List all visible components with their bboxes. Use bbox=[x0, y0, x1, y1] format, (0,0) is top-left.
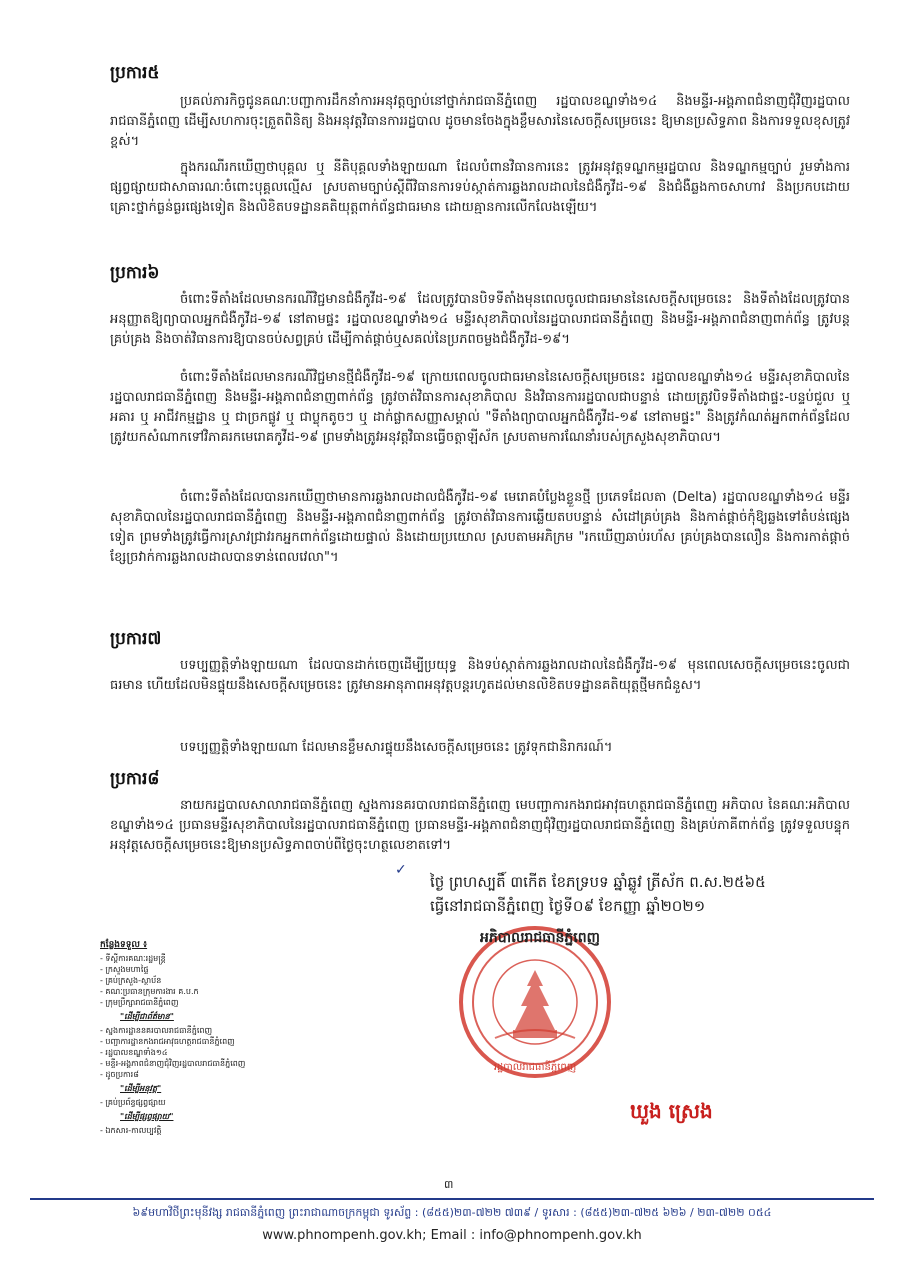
article-7-paragraph-1: បទប្បញ្ញត្តិទាំងឡាយណា ដែលបានដាក់ចេញដើម្បីប្រយុទ្ធ និងទប់ស្កាត់ការឆ្លងរាលដាលនៃជំងឺកូវីដ-១៩ មុនពេលសេចក្តីសម្រេចនេះចូលជាធរមាន ហើយដែលមិនផ្ទុយនឹងសេចក្តីសម្រេចនេះ ត្រូវមានអានុភាពអនុវត្តបន្តរហូតដល់មានលិខិតបទដ្ឋានគតិយុត្តថ្មីមកជំនួស។ bbox=[110, 658, 850, 693]
recipient-item: - ឯកសារ-កាលប្បវត្តិ bbox=[100, 1126, 162, 1135]
article-6-title: ប្រការ៦ bbox=[110, 263, 160, 283]
recipient-item: - មន្ទីរ-អង្គភាពជំនាញជុំវិញរដ្ឋបាលរាជធានីភ្នំពេញ bbox=[100, 1059, 246, 1068]
recipient-item: - ដូចប្រការ៨ bbox=[100, 1070, 139, 1079]
recipient-item: - ស្នងការដ្ឋាននគរបាលរាជធានីភ្នំពេញ bbox=[100, 1026, 213, 1035]
footer-address: ៦៩មហាវិថីព្រះមុនីវង្ស រាជធានីភ្នំពេញ ព្រះរាជាណាចក្រកម្ពុជា ទូរស័ព្ទ : (៨៥៥)២៣-៧២២ ៧៣៩ / ទូរសារ : (៨៥៥)២៣-៧២៥ ៦២៦ / ២៣-៧២២ ០៥៤ bbox=[132, 1206, 772, 1219]
recipients-section-implement: "ដើម្បីអនុវត្ត" bbox=[120, 1084, 162, 1093]
initial-mark-icon: ✓ bbox=[395, 862, 407, 878]
recipient-item: - គណៈប្រធានក្រុមការងារ គ.ប.ក bbox=[100, 987, 199, 996]
signatory-name: ឃួង ស្រេង bbox=[630, 1099, 713, 1123]
recipient-item: - គ្រប់ក្រសួង-ស្ថាប័ន bbox=[100, 976, 162, 985]
article-6-paragraph-3: ចំពោះទីតាំងដែលបានរកឃើញថាមានការឆ្លងរាលដាលជំងឺកូវីដ-១៩ មេរោគបំប្លែងខ្លួនថ្មី ប្រភេទដែលតា (Delta) រដ្ឋបាលខណ្ឌទាំង១៤ មន្ទីរសុខាភិបាលនៃរដ្ឋបាលរាជធានីភ្នំពេញ និងមន្ទីរ-អង្គភាពជំនាញពាក់ព័ន្ធ ត្រូវចាត់វិធានការឆ្លើយតបបន្ទាន់ សំដៅគ្រប់គ្រង និងកាត់ផ្តាច់កុំឱ្យឆ្លងទៅតំបន់ផ្សេងទៀត ព្រមទាំងត្រូវធ្វើការស្រាវជ្រាវរកអ្នកពាក់ព័ន្ធដោយផ្ទាល់ និងដោយប្រយោល ស្របតាមអភិក្រម "រកឃើញឆាប់រហ័ស គ្រប់គ្រងបានលឿន និងការកាត់ផ្តាច់ខ្សែច្រវាក់ការឆ្លងរាលដាលបានទាន់ពេលវេលា"។ bbox=[110, 490, 850, 565]
lunar-date: ថ្ងៃ ព្រហស្បតិ៍ ៣កើត ខែភទ្របទ ឆ្នាំឆ្លូវ ត្រីស័ក ព.ស.២៥៦៥ bbox=[430, 873, 766, 891]
recipient-item: - ក្រុមប្រឹក្សារាជធានីភ្នំពេញ bbox=[100, 998, 179, 1007]
date-block bbox=[430, 870, 850, 918]
article-8-title: ប្រការ៨ bbox=[110, 769, 160, 789]
article-7-title: ប្រការ៧ bbox=[110, 629, 162, 649]
article-6-paragraph-2: ចំពោះទីតាំងដែលមានករណីវិជ្ជមានថ្មីជំងឺកូវីដ-១៩ ក្រោយពេលចូលជាធរមាននៃសេចក្តីសម្រេចនេះ រដ្ឋបាលខណ្ឌទាំង១៤ មន្ទីរសុខាភិបាលនៃរដ្ឋបាលរាជធានីភ្នំពេញ និងមន្ទីរ-អង្គភាពជំនាញពាក់ព័ន្ធ ត្រូវចាត់វិធានការសុខាភិបាល និងវិធានការរដ្ឋបាលជាបន្ទាន់ ដោយត្រូវបិទទីតាំងជាផ្ទះ-បន្ទប់ជួល ឬ អគារ ឬ អាជីវកម្មដ្ឋាន ឬ ជាច្រកផ្លូវ ឬ ជាប្លុកតូចៗ ឬ ដាក់ផ្លាកសញ្ញាសម្គាល់ "ទីតាំងព្យាបាលអ្នកជំងឺកូវីដ-១៩ នៅតាមផ្ទះ" និងត្រូវកំណត់អ្នកពាក់ព័ន្ធដែលត្រូវយកសំណាកទៅវិភាគរកមេរោគកូវីដ-១៩ ព្រមទាំងត្រូវអនុវត្តវិធានធ្វើចត្តាឡីស័ក ស្របតាមការណែនាំរបស់ក្រសួងសុខាភិបាល។ bbox=[110, 370, 850, 445]
recipient-item: - ទីស្តីការគណៈរដ្ឋមន្ត្រី bbox=[100, 954, 166, 963]
recipients-title: កន្លែងទទួល ៖ bbox=[100, 940, 148, 950]
signatory-title: អភិបាលរាជធានីភ្នំពេញ bbox=[480, 930, 600, 946]
footer-divider bbox=[30, 1198, 874, 1200]
article-7-paragraph-2: បទប្បញ្ញត្តិទាំងឡាយណា ដែលមានខ្លឹមសារផ្ទុយនឹងសេចក្តីសម្រេចនេះ ត្រូវទុកជានិរាករណ៍។ bbox=[180, 740, 613, 755]
article-5-paragraph-1: ប្រគល់ភារកិច្ចជូនគណៈបញ្ជាការដឹកនាំការអនុវត្តច្បាប់នៅថ្នាក់រាជធានីភ្នំពេញ រដ្ឋបាលខណ្ឌទាំង១៤ និងមន្ទីរ-អង្គភាពជំនាញជុំវិញរដ្ឋបាលរាជធានីភ្នំពេញ ដើម្បីសហការចុះត្រួតពិនិត្យ និងអនុវត្តវិធានការរដ្ឋបាល ដូចមានចែងក្នុងខ្លឹមសារនៃសេចក្តីសម្រេចនេះ ឱ្យមានប្រសិទ្ធភាព និងការទទួលខុសត្រូវខ្ពស់។ bbox=[110, 94, 850, 149]
article-8-paragraph-1: នាយករដ្ឋបាលសាលារាជធានីភ្នំពេញ ស្នងការនគរបាលរាជធានីភ្នំពេញ មេបញ្ជាការកងរាជអាវុធហត្ថរាជធានីភ្នំពេញ អភិបាល នៃគណៈអភិបាលខណ្ឌទាំង១៤ ប្រធានមន្ទីរសុខាភិបាលនៃរដ្ឋបាលរាជធានីភ្នំពេញ ប្រធានមន្ទីរ-អង្គភាពជំនាញជុំវិញរដ្ឋបាលរាជធានីភ្នំពេញ និងគ្រប់ភាគីពាក់ព័ន្ធ ត្រូវទទួលបន្ទុកអនុវត្តសេចក្តីសម្រេចនេះឱ្យមានប្រសិទ្ធភាពចាប់ពីថ្ងៃចុះហត្ថលេខាតទៅ។ bbox=[110, 798, 850, 853]
recipient-item: - រដ្ឋបាលខណ្ឌទាំង១៤ bbox=[100, 1048, 168, 1057]
footer-contact: www.phnompenh.gov.kh; Email : info@phnompenh.gov.kh bbox=[262, 1228, 642, 1243]
article-5-title: ប្រការ៥ bbox=[110, 63, 160, 83]
recipient-item: - ក្រសួងមហាផ្ទៃ bbox=[100, 965, 149, 974]
page-number: ៣ bbox=[444, 1178, 454, 1191]
recipient-item: - គ្រប់ប្រព័ន្ធផ្សព្វផ្សាយ bbox=[100, 1098, 166, 1107]
recipients-section-broadcast: "ដើម្បីផ្សព្វផ្សាយ" bbox=[120, 1112, 174, 1121]
solar-date: ធ្វើនៅរាជធានីភ្នំពេញ ថ្ងៃទី០៩ ខែកញ្ញា ឆ្នាំ២០២១ bbox=[430, 897, 706, 915]
seal-text: រដ្ឋបាលរាជធានីភ្នំពេញ bbox=[493, 1062, 577, 1073]
recipient-item: - បញ្ជាការដ្ឋានកងរាជអាវុធហត្ថរាជធានីភ្នំពេញ bbox=[100, 1037, 235, 1046]
recipients-list bbox=[100, 940, 400, 1136]
recipients-section-info: "ដើម្បីជាព័ត៌មាន" bbox=[120, 1012, 174, 1021]
article-5-paragraph-2: ក្នុងករណីរកឃើញថាបុគ្គល ឬ នីតិបុគ្គលទាំងឡាយណា ដែលបំពានវិធានការនេះ ត្រូវអនុវត្តទណ្ឌកម្មរដ្ឋបាល និងទណ្ឌកម្មច្បាប់ រួមទាំងការផ្សព្វផ្សាយជាសាធារណៈចំពោះបុគ្គលល្មើស ស្របតាមច្បាប់ស្តីពីវិធានការទប់ស្កាត់ការឆ្លងរាលដាលនៃជំងឺកូវីដ-១៩ និងជំងឺឆ្លងកាចសាហាវ និងប្រកបដោយគ្រោះថ្នាក់ធ្ងន់ធ្ងរផ្សេងទៀត និងលិខិតបទដ្ឋានគតិយុត្តពាក់ព័ន្ធជាធរមាន ដោយគ្មានការលើកលែងឡើយ។ bbox=[110, 160, 850, 215]
article-6-paragraph-1: ចំពោះទីតាំងដែលមានករណីវិជ្ជមានជំងឺកូវីដ-១៩ ដែលត្រូវបានបិទទីតាំងមុនពេលចូលជាធរមាននៃសេចក្តីសម្រេចនេះ និងទីតាំងដែលត្រូវបានអនុញ្ញាតឱ្យព្យាបាលអ្នកជំងឺកូវីដ-១៩ នៅតាមផ្ទះ រដ្ឋបាលខណ្ឌទាំង១៤ មន្ទីរសុខាភិបាលនៃរដ្ឋបាលរាជធានីភ្នំពេញ និងមន្ទីរ-អង្គភាពជំនាញពាក់ព័ន្ធ ត្រូវបន្តគ្រប់គ្រង និងចាត់វិធានការឱ្យបានចប់សព្វគ្រប់ ដើម្បីកាត់ផ្តាច់ឬសគល់នៃប្រភពចម្លងជំងឺកូវីដ-១៩។ bbox=[110, 292, 850, 347]
